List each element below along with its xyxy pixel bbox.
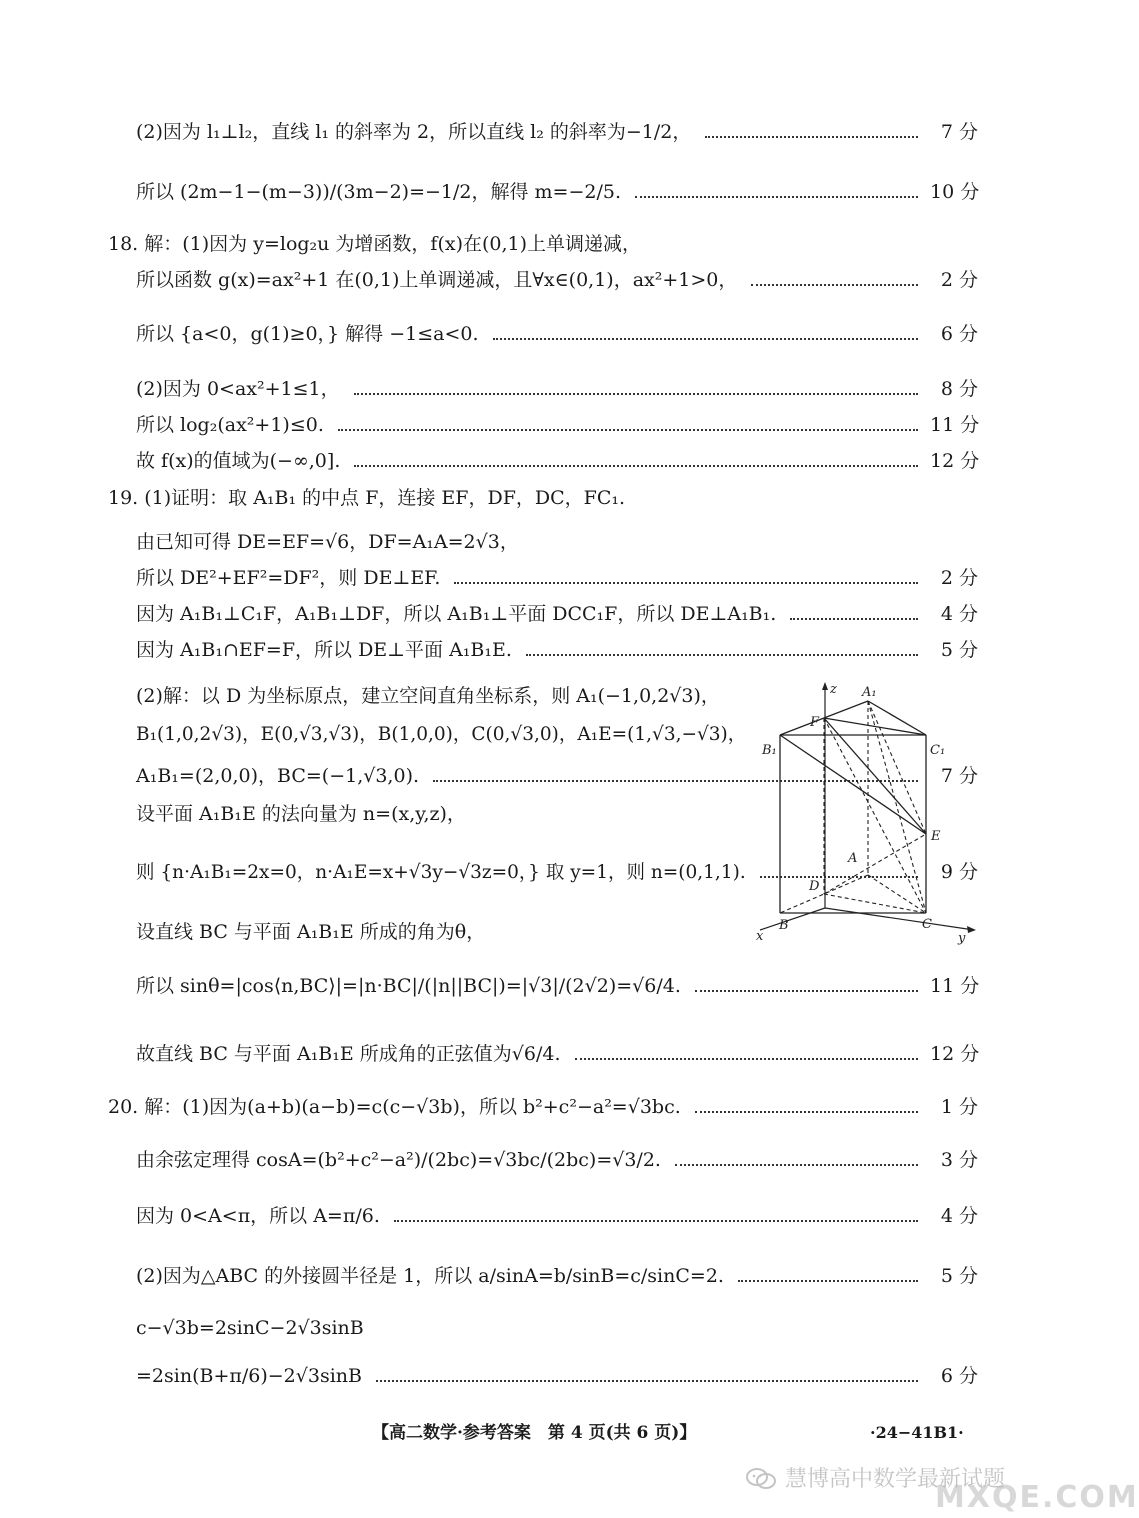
line-text: =2sin(B+π/6)−2√3sinB bbox=[136, 1365, 362, 1387]
line-text: 则 {n·A₁B₁=2x=0，n·A₁E=x+√3y−√3z=0，} 取 y=1，则 n=(0,1,1). bbox=[136, 861, 746, 883]
solution-line-l02 bbox=[0, 172, 1080, 212]
line-text: 故 f(x)的值域为(−∞,0]. bbox=[136, 450, 341, 472]
solution-line-l09 bbox=[0, 478, 1080, 518]
line-text: 所以函数 g(x)=ax²+1 在(0,1)上单调递减，且∀x∈(0,1)，ax²+1>0， bbox=[136, 269, 738, 291]
dotted-leader bbox=[354, 393, 918, 395]
dotted-leader bbox=[575, 1058, 918, 1060]
edge-B1E bbox=[780, 735, 926, 834]
dotted-leader bbox=[790, 618, 918, 620]
dotted-leader bbox=[705, 136, 918, 138]
solution-line-l20 bbox=[0, 966, 1080, 1006]
line-text: 18. 解：(1)因为 y=log₂u 为增函数，f(x)在(0,1)上单调递减， bbox=[108, 233, 642, 255]
line-text: 因为 A₁B₁∩EF=F，所以 DE⊥平面 A₁B₁E. bbox=[136, 639, 512, 661]
score-label: 10 分 bbox=[930, 181, 980, 203]
page-footer bbox=[0, 1418, 1080, 1448]
dotted-leader bbox=[394, 1220, 918, 1222]
line-text: (2)解：以 D 为坐标原点，建立空间直角坐标系，则 A₁(−1,0,2√3)， bbox=[136, 685, 720, 707]
dotted-leader bbox=[738, 1280, 918, 1282]
line-text: 由余弦定理得 cosA=(b²+c²−a²)/(2bc)=√3bc/(2bc)=√3/2. bbox=[136, 1149, 661, 1171]
line-text: 故直线 BC 与平面 A₁B₁E 所成角的正弦值为√6/4. bbox=[136, 1043, 561, 1065]
line-text: c−√3b=2sinC−2√3sinB bbox=[136, 1317, 364, 1339]
label-B1: B₁ bbox=[762, 743, 777, 758]
label-F: F bbox=[810, 715, 820, 730]
line-text: 所以 sinθ=|cos⟨n,BC⟩|=|n·BC|/(|n||BC|)=|√3|/(2√2)=√6/4. bbox=[136, 975, 681, 997]
score-label: 12 分 bbox=[930, 1043, 980, 1065]
dotted-leader bbox=[493, 338, 918, 340]
solution-line-l13 bbox=[0, 630, 1080, 670]
dotted-leader bbox=[675, 1164, 918, 1166]
dotted-leader bbox=[751, 284, 918, 286]
solution-line-l04 bbox=[0, 260, 1080, 300]
dotted-leader bbox=[526, 654, 918, 656]
solution-line-l05 bbox=[0, 314, 1080, 354]
line-text: 设直线 BC 与平面 A₁B₁E 所成的角为θ， bbox=[136, 921, 486, 943]
x-axis bbox=[760, 908, 825, 930]
z-axis-arrow bbox=[822, 682, 828, 690]
dotted-leader bbox=[635, 196, 918, 198]
edge-AC bbox=[868, 875, 926, 913]
label-C: C bbox=[922, 917, 932, 932]
label-B: B bbox=[779, 918, 789, 933]
line-text: 由已知可得 DE=EF=√6，DF=A₁A=2√3， bbox=[136, 531, 519, 553]
line-text: 所以 log₂(ax²+1)≤0. bbox=[136, 414, 324, 436]
score-label: 11 分 bbox=[930, 975, 980, 997]
solution-line-l07 bbox=[0, 405, 1080, 445]
score-label: 6 分 bbox=[940, 1365, 978, 1387]
y-axis-arrow bbox=[967, 926, 976, 933]
solution-line-l11 bbox=[0, 558, 1080, 598]
solution-line-l01 bbox=[0, 112, 1080, 152]
dotted-leader bbox=[695, 990, 918, 992]
line-text: B₁(1,0,2√3)，E(0,√3,√3)，B(1,0,0)，C(0,√3,0)，A₁E=(1,√3,−√3)， bbox=[136, 723, 747, 745]
prism-figure bbox=[752, 680, 984, 950]
score-label: 2 分 bbox=[940, 269, 978, 291]
solution-line-l25 bbox=[0, 1256, 1080, 1296]
label-A1: A₁ bbox=[862, 685, 877, 700]
solution-line-l12 bbox=[0, 594, 1080, 634]
score-label: 12 分 bbox=[930, 450, 980, 472]
score-label: 1 分 bbox=[940, 1096, 978, 1118]
score-label: 7 分 bbox=[940, 765, 978, 787]
footer-center: 【高二数学·参考答案 第 4 页(共 6 页)】 bbox=[372, 1423, 697, 1443]
watermark-brand: MXQE.COM bbox=[935, 1480, 1139, 1515]
score-label: 6 分 bbox=[940, 323, 978, 345]
solution-line-l08 bbox=[0, 441, 1080, 481]
line-text: 因为 0<A<π，所以 A=π/6. bbox=[136, 1205, 380, 1227]
score-label: 9 分 bbox=[940, 861, 978, 883]
score-label: 3 分 bbox=[940, 1149, 978, 1171]
solution-line-l24 bbox=[0, 1196, 1080, 1236]
line-text: 19. (1)证明：取 A₁B₁ 的中点 F，连接 EF，DF，DC，FC₁. bbox=[108, 487, 626, 509]
watermark-text: 慧博高中数学最新试题 bbox=[785, 1467, 1006, 1492]
dotted-leader bbox=[695, 1111, 918, 1113]
dotted-leader bbox=[354, 465, 918, 467]
line-text: (2)因为 l₁⊥l₂，直线 l₁ 的斜率为 2，所以直线 l₂ 的斜率为−1/2， bbox=[136, 121, 692, 143]
line-text: A₁B₁=(2,0,0)，BC=(−1,√3,0). bbox=[136, 765, 420, 787]
score-label: 5 分 bbox=[940, 1265, 978, 1287]
score-label: 5 分 bbox=[940, 639, 978, 661]
label-x: x bbox=[756, 929, 764, 944]
dotted-leader bbox=[338, 429, 918, 431]
score-label: 4 分 bbox=[940, 603, 978, 625]
line-text: 20. 解：(1)因为(a+b)(a−b)=c(c−√3b)，所以 b²+c²−a²=√3bc. bbox=[108, 1096, 681, 1118]
solution-line-l10 bbox=[0, 522, 1080, 562]
score-label: 11 分 bbox=[930, 414, 980, 436]
line-text: (2)因为△ABC 的外接圆半径是 1，所以 a/sinA=b/sinB=c/sinC=2. bbox=[136, 1265, 724, 1287]
label-y: y bbox=[958, 931, 966, 946]
score-label: 8 分 bbox=[940, 378, 978, 400]
line-text: 所以 (2m−1−(m−3))/(3m−2)=−1/2，解得 m=−2/5. bbox=[136, 181, 622, 203]
line-text: 因为 A₁B₁⊥C₁F，A₁B₁⊥DF，所以 A₁B₁⊥平面 DCC₁F，所以 DE⊥A₁B₁. bbox=[136, 603, 777, 625]
line-text: (2)因为 0<ax²+1≤1， bbox=[136, 378, 340, 400]
edge-DE bbox=[824, 834, 926, 894]
solution-line-l22 bbox=[0, 1087, 1080, 1127]
label-D: D bbox=[809, 879, 820, 894]
solution-line-l27 bbox=[0, 1356, 1080, 1396]
label-z: z bbox=[830, 682, 837, 697]
line-text: 所以 DE²+EF²=DF²，则 DE⊥EF. bbox=[136, 567, 441, 589]
line-text: 设平面 A₁B₁E 的法向量为 n=(x,y,z)， bbox=[136, 803, 466, 825]
wechat-icon bbox=[745, 1466, 777, 1492]
score-label: 4 分 bbox=[940, 1205, 978, 1227]
label-A: A bbox=[848, 851, 858, 866]
y-axis bbox=[825, 908, 974, 930]
label-E: E bbox=[931, 829, 941, 844]
solution-line-l21 bbox=[0, 1034, 1080, 1074]
solution-line-l06 bbox=[0, 369, 1080, 409]
edge-FC bbox=[824, 718, 926, 913]
solution-line-l23 bbox=[0, 1140, 1080, 1180]
watermark bbox=[745, 1452, 1139, 1515]
score-label: 7 分 bbox=[940, 121, 978, 143]
dotted-leader bbox=[454, 582, 918, 584]
line-text: 所以 {a<0，g(1)≥0，} 解得 −1≤a<0. bbox=[136, 323, 479, 345]
footer-code: ·24−41B1· bbox=[870, 1423, 964, 1442]
label-C1: C₁ bbox=[930, 743, 946, 758]
solution-line-l03 bbox=[0, 224, 1080, 264]
solution-line-l26 bbox=[0, 1308, 1080, 1348]
score-label: 2 分 bbox=[940, 567, 978, 589]
dotted-leader bbox=[376, 1380, 918, 1382]
